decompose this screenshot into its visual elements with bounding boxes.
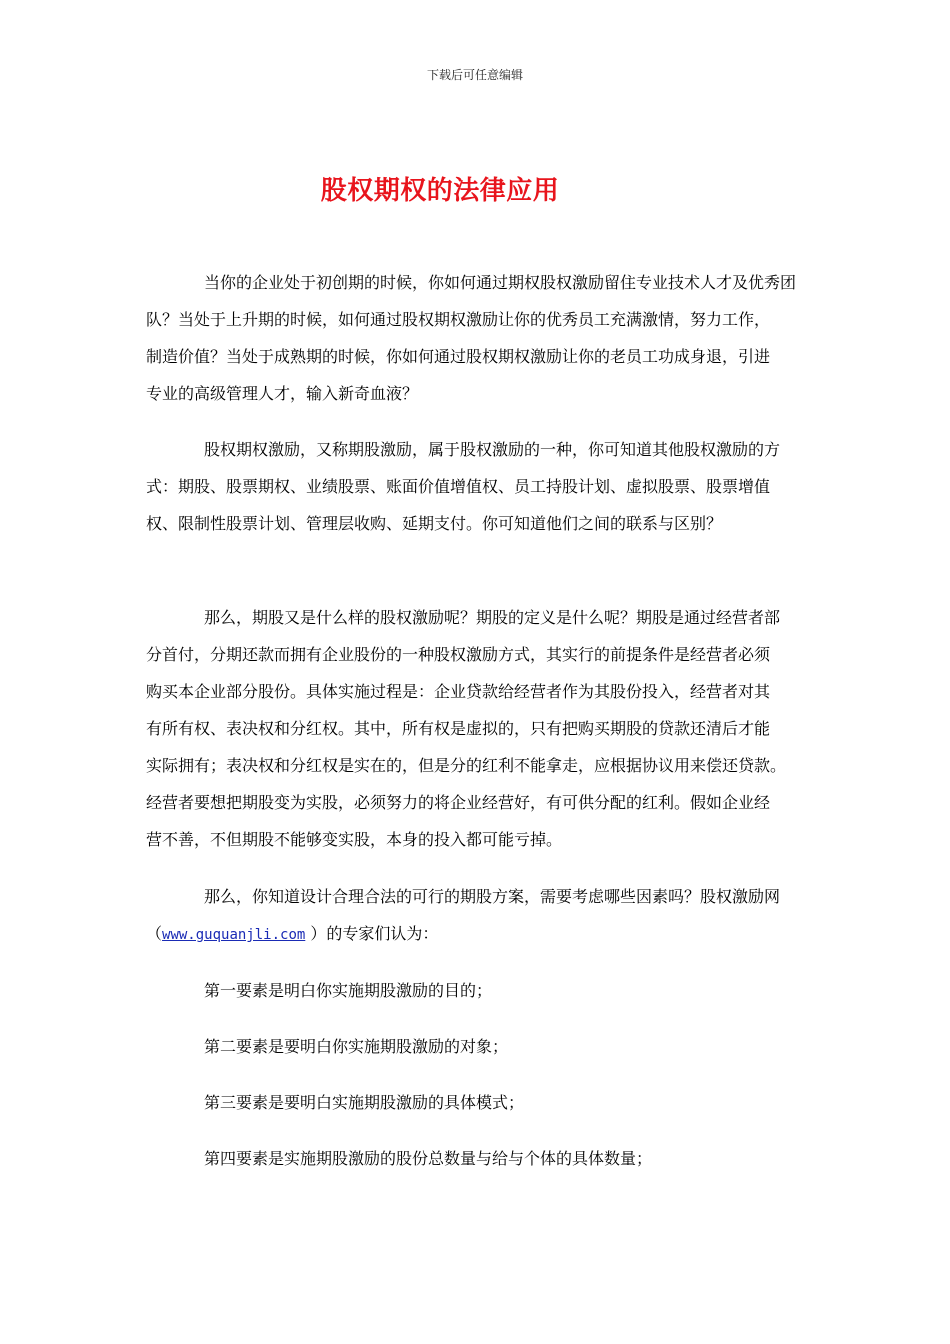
paragraph-line: 式：期股、股票期权、业绩股票、账面价值增值权、员工持股计划、虚拟股票、股票增值: [146, 477, 771, 496]
factor-text: 第二要素是要明白你实施期股激励的对象；: [204, 1037, 509, 1056]
paragraph-line: 队？当处于上升期的时候，如何通过股权期权激励让你的优秀员工充满激情，努力工作，: [146, 310, 771, 329]
paragraph-line: 分首付，分期还款而拥有企业股份的一种股权激励方式，其实行的前提条件是经营者必须: [146, 645, 771, 664]
paragraph-2: [146, 431, 806, 542]
paragraph-line: 经营者要想把期股变为实股，必须努力的将企业经营好，有可供分配的红利。假如企业经: [146, 793, 771, 812]
paragraph-line: 营不善，不但期股不能够变实股，本身的投入都可能亏掉。: [146, 830, 563, 849]
paragraph-line: 制造价值？当处于成熟期的时候，你如何通过股权期权激励让你的老员工功成身退，引进: [146, 347, 771, 366]
paragraph-line: 那么，你知道设计合理合法的可行的期股方案，需要考虑哪些因素吗？股权激励网: [204, 887, 781, 906]
factor-2: [146, 1028, 806, 1065]
paragraph-4: [146, 878, 806, 954]
website-link[interactable]: www.guquanjli.com: [162, 927, 306, 943]
paragraph-3: [146, 599, 806, 858]
factor-3: [146, 1084, 806, 1121]
factor-4: [146, 1140, 806, 1177]
paragraph-line: 当你的企业处于初创期的时候，你如何通过期权股权激励留住专业技术人才及优秀团: [204, 273, 797, 292]
paragraph-line: 实际拥有；表决权和分红权是实在的，但是分的红利不能拿走，应根据协议用来偿还贷款。: [146, 756, 787, 775]
paragraph-line: 购买本企业部分股份。具体实施过程是：企业贷款给经营者作为其股份投入，经营者对其: [146, 682, 771, 701]
paragraph-line: 股权期权激励，又称期股激励，属于股权激励的一种，你可知道其他股权激励的方: [204, 440, 781, 459]
paragraph-line: 专业的高级管理人才，输入新奇血液？: [146, 384, 419, 403]
factor-1: [146, 972, 806, 1009]
factor-text: 第三要素是要明白实施期股激励的具体模式；: [204, 1093, 525, 1112]
paragraph-line-tail: ）的专家们认为：: [305, 924, 439, 943]
paragraph-line: 权、限制性股票计划、管理层收购、延期支付。你可知道他们之间的联系与区别？: [146, 514, 723, 533]
open-paren: （: [146, 924, 163, 943]
factor-text: 第四要素是实施期股激励的股份总数量与给与个体的具体数量；: [204, 1149, 653, 1168]
header-note: 下载后可任意编辑: [426, 68, 523, 82]
paragraph-line: 那么，期股又是什么样的股权激励呢？期股的定义是什么呢？期股是通过经营者部: [204, 608, 781, 627]
paragraph-line: 有所有权、表决权和分红权。其中，所有权是虚拟的，只有把购买期股的贷款还清后才能: [146, 719, 771, 738]
factor-text: 第一要素是明白你实施期股激励的目的；: [204, 981, 493, 1000]
paragraph-1: [146, 264, 806, 412]
document-title: 股权期权的法律应用: [320, 176, 560, 206]
